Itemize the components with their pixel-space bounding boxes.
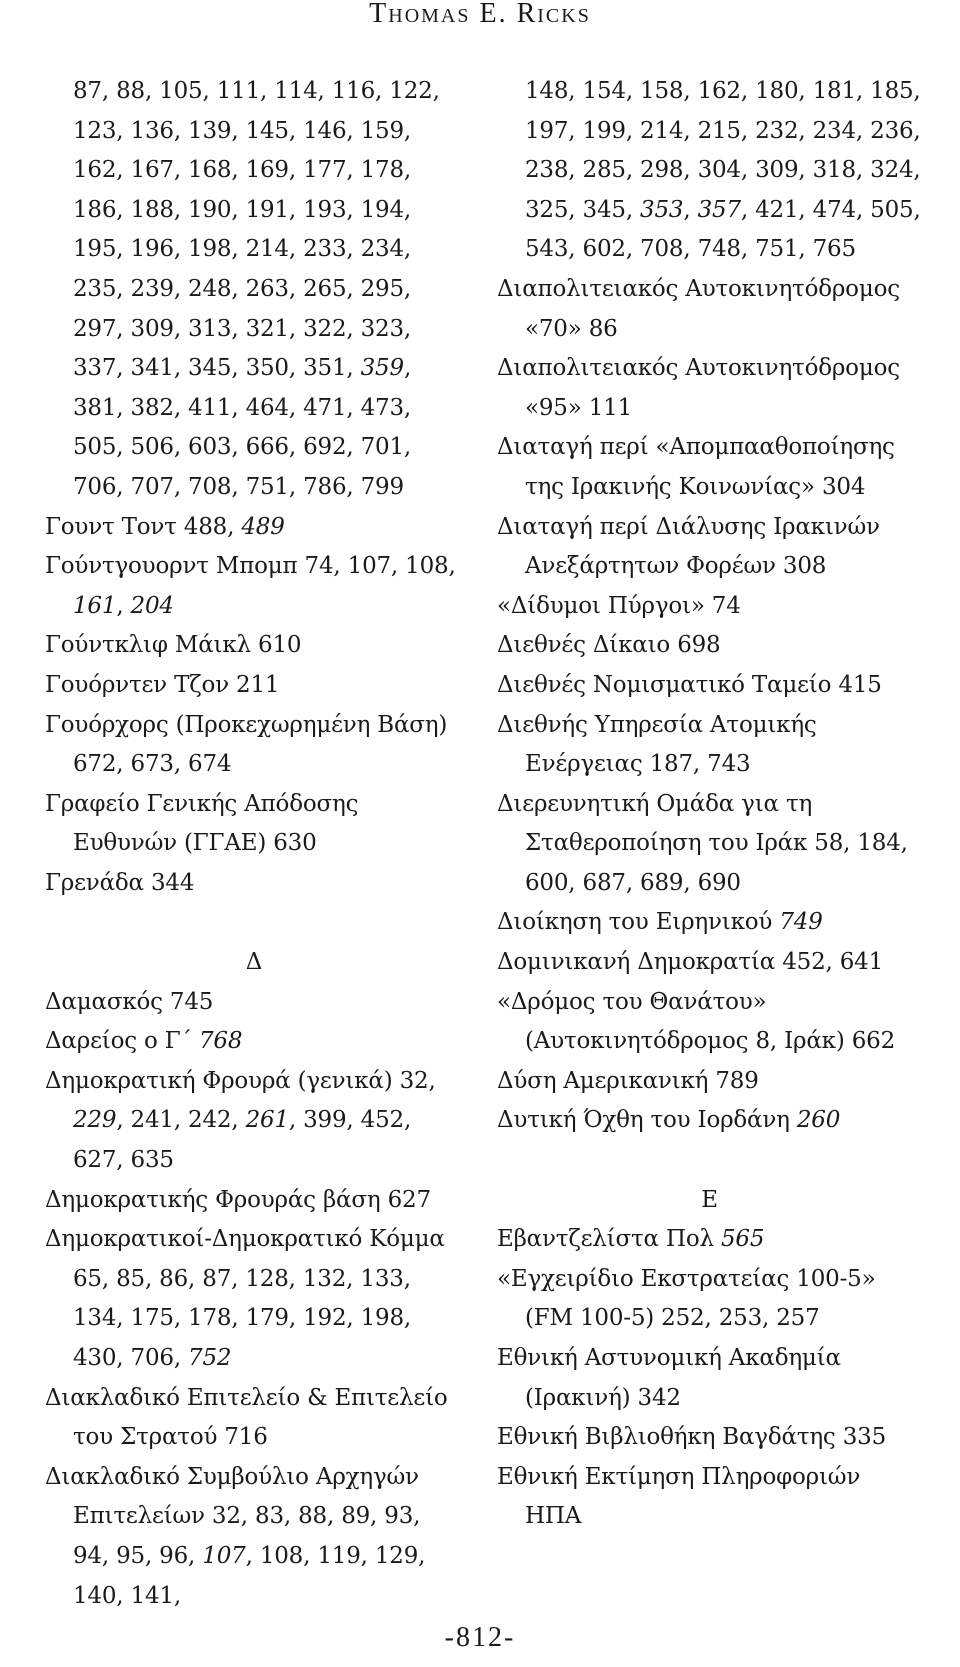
index-entry	[497, 903, 922, 943]
entry-text: Διακλαδικό Συμβούλιο Αρχηγών Επιτελείων 32, 83, 88, 89, 93, 94, 95, 96,	[45, 1463, 421, 1569]
entry-text: Διεθνές Δίκαιο 698	[497, 632, 721, 659]
index-entry	[497, 1062, 922, 1102]
entry-text: Διαταγή περί «Απομπααθοποίησης της Ιρακινής Κοινωνίας» 304	[497, 434, 895, 500]
entry-text: Εθνική Εκτίμηση Πληροφοριών ΗΠΑ	[497, 1463, 861, 1530]
index-entry	[497, 1101, 922, 1141]
entry-text: ,	[116, 592, 131, 619]
entry-text: 87, 88, 105, 111, 114, 116, 122, 123, 136, 139, 145, 146, 159, 162, 167, 168, 169, 177, 178, 186, 188, 190, 191, 193, 194, 195, 196, 198, 214, 233, 234, 235, 239, 248, 263, 265, 295, 297, 309, 313, 321, 322, 323, 337, 341, 345, 350, 351,	[73, 78, 440, 382]
index-entry	[497, 428, 922, 507]
entry-text: , 421, 474, 505, 543, 602, 708, 748, 751, 765	[525, 196, 921, 263]
entry-text: Διεθνές Νομισματικό Ταμείο 415	[497, 671, 882, 698]
index-entry	[45, 666, 463, 706]
index-entry	[497, 1260, 922, 1339]
index-entry	[45, 626, 463, 666]
index-entry	[45, 785, 463, 864]
entry-text: 148, 154, 158, 162, 180, 181, 185, 197, 199, 214, 215, 232, 234, 236, 238, 285, 298, 304, 309, 318, 324, 325, 345,	[525, 78, 921, 223]
italic-page-ref: 161	[73, 592, 117, 619]
index-entry	[497, 1339, 922, 1418]
index-entry	[45, 983, 463, 1023]
entry-text: «Δίδυμοι Πύργοι» 74	[497, 592, 741, 619]
entry-text: Γουόρντεν Τζον 211	[45, 671, 280, 698]
section-letter-heading: Δ	[245, 949, 263, 976]
entry-text: Γουντ Τοντ 488,	[45, 513, 242, 540]
page-number: -812-	[444, 1622, 516, 1653]
entry-text: Διαταγή περί Διάλυσης Ιρακινών Ανεξάρτητων Φορέων 308	[497, 513, 880, 580]
italic-page-ref: 260	[796, 1107, 841, 1134]
italic-page-ref: 204	[130, 592, 174, 619]
entry-text: Διαπολιτειακός Αυτοκινητόδρομος «95» 111	[497, 355, 900, 421]
entry-text: Δαρείος ο Γ΄	[45, 1028, 199, 1055]
index-entry	[497, 943, 922, 983]
italic-page-ref: 229	[73, 1107, 117, 1134]
spacer	[497, 1141, 922, 1181]
entry-text: Δαμασκός 745	[45, 988, 214, 1015]
italic-page-ref: 565	[720, 1226, 765, 1253]
entry-text: Γραφείο Γενικής Απόδοσης Ευθυνών (ΓΓΑΕ) 630	[45, 790, 359, 857]
italic-page-ref: 752	[188, 1345, 232, 1371]
index-entry	[45, 1181, 463, 1221]
index-entry	[497, 1458, 922, 1537]
entry-text: Εθνική Βιβλιοθήκη Βαγδάτης 335	[497, 1424, 887, 1451]
entry-text: «Εγχειρίδιο Εκστρατείας 100-5» (FM 100-5) 252, 253, 257	[497, 1265, 876, 1332]
index-entry	[497, 349, 922, 428]
entry-text: Δυτική Όχθη του Ιορδάνη	[497, 1107, 797, 1134]
italic-page-ref: 768	[198, 1028, 243, 1055]
entry-text: , 381, 382, 411, 464, 471, 473, 505, 506, 603, 666, 692, 701, 706, 707, 708, 751, 786, 799	[73, 355, 412, 500]
entry-text: Δομινικανή Δημοκρατία 452, 641	[497, 949, 884, 976]
index-entry	[45, 1379, 463, 1458]
index-entry	[45, 1220, 463, 1378]
entry-text: Δύση Αμερικανική 789	[497, 1067, 759, 1094]
index-entry	[497, 508, 922, 587]
italic-page-ref: 489	[241, 513, 285, 540]
entry-text: Γούντκλιφ Μάικλ 610	[45, 632, 302, 659]
index-entry	[497, 587, 922, 627]
index-column-right	[497, 72, 922, 1537]
entry-text: Εθνική Αστυνομική Ακαδημία (Ιρακινή) 342	[497, 1345, 841, 1411]
index-entry	[45, 547, 463, 626]
index-entry	[45, 1458, 463, 1616]
index-entry	[497, 1220, 922, 1260]
index-entry-continuation	[497, 72, 922, 270]
entry-text: Διακλαδικό Επιτελείο & Επιτελείο του Στρατού 716	[45, 1384, 448, 1451]
entry-text: , 399, 452, 627, 635	[73, 1107, 412, 1174]
entry-text: Εβαντζελίστα Πολ	[497, 1226, 721, 1253]
italic-page-ref: 749	[779, 909, 823, 936]
italic-page-ref: 357	[697, 196, 741, 223]
entry-text: , 241, 242,	[116, 1107, 246, 1134]
index-entry	[45, 706, 463, 785]
entry-text: Διεθνής Υπηρεσία Ατομικής Ενέργειας 187, 743	[497, 711, 817, 778]
italic-page-ref: 359	[360, 355, 404, 382]
italic-page-ref: 107	[202, 1542, 246, 1569]
index-entry	[497, 626, 922, 666]
index-entry	[497, 270, 922, 349]
spacer	[45, 903, 463, 943]
index-entry	[45, 1062, 463, 1181]
entry-text: Γούντγουορντ Μπομπ 74, 107, 108,	[45, 553, 456, 580]
index-column-left	[45, 72, 463, 1616]
entry-text: , 108, 119, 129, 140, 141,	[73, 1542, 426, 1609]
running-head: Thomas E. Ricks	[369, 0, 591, 29]
entry-text: «Δρόμος του Θανάτου» (Αυτοκινητόδρομος 8, Ιράκ) 662	[497, 988, 896, 1055]
index-entry	[497, 1418, 922, 1458]
index-entry	[497, 666, 922, 706]
entry-text: Διερευνητική Ομάδα για τη Σταθεροποίηση του Ιράκ 58, 184, 600, 687, 689, 690	[497, 790, 908, 896]
index-entry	[45, 508, 463, 548]
italic-page-ref: 353	[640, 196, 684, 223]
entry-text: ,	[683, 196, 698, 223]
entry-text: Διοίκηση του Ειρηνικού	[497, 909, 780, 936]
index-entry	[497, 983, 922, 1062]
entry-text: Διαπολιτειακός Αυτοκινητόδρομος «70» 86	[497, 275, 900, 342]
entry-text: Δημοκρατικής Φρουράς βάση 627	[45, 1186, 431, 1213]
index-entry	[497, 706, 922, 785]
entry-text: Δημοκρατική Φρουρά (γενικά) 32,	[45, 1067, 436, 1094]
index-entry	[497, 785, 922, 904]
index-entry	[45, 864, 463, 904]
index-entry-continuation	[45, 72, 463, 508]
italic-page-ref: 261	[245, 1107, 289, 1134]
entry-text: Γουόρχορς (Προκεχωρημένη Βάση) 672, 673, 674	[45, 711, 448, 778]
entry-text: Δημοκρατικοί-Δημοκρατικό Κόμμα 65, 85, 86, 87, 128, 132, 133, 134, 175, 178, 179, 192, 198, 430, 706,	[45, 1226, 445, 1371]
index-entry	[45, 1022, 463, 1062]
section-letter-heading: Ε	[701, 1186, 718, 1213]
entry-text: Γρενάδα 344	[45, 869, 195, 896]
